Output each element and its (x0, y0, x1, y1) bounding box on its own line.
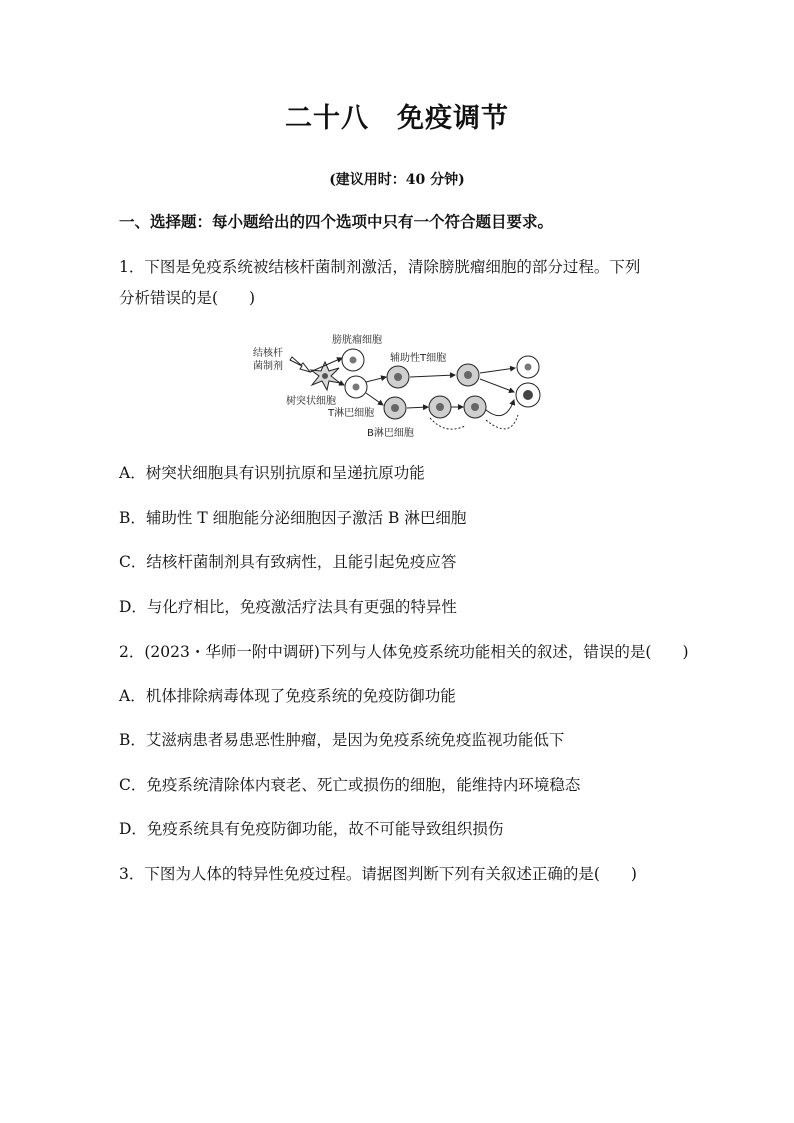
question-1-stem-line-1: 1．下图是免疫系统被结核杆菌制剂激活，清除膀胱瘤细胞的部分过程。下列 (119, 258, 641, 276)
figure-label-agent-1: 结核杆 (253, 348, 283, 359)
figure-label-helper-t: 辅助性T细胞 (390, 353, 447, 364)
figure-label-agent-2: 菌制剂 (253, 361, 283, 372)
figure-label-b-lymph: B淋巴细胞 (367, 428, 414, 439)
time-suggestion: (建议用时：40 分钟) (329, 172, 465, 188)
question-1-option-d: D．与化疗相比，免疫激活疗法具有更强的特异性 (119, 598, 457, 616)
question-1-stem-line-2: 分析错误的是( ) (119, 289, 256, 307)
section-heading: 一、选择题：每小题给出的四个选项中只有一个符合题目要求。 (119, 212, 554, 231)
question-1-option-a: A．树突状细胞具有识别抗原和呈递抗原功能 (119, 464, 425, 482)
figure-label-dendritic: 树突状细胞 (286, 396, 336, 407)
question-1-option-b: B．辅助性 T 细胞能分泌细胞因子激活 B 淋巴细胞 (119, 509, 467, 527)
question-3-stem: 3．下图为人体的特异性免疫过程。请据图判断下列有关叙述正确的是( ) (119, 865, 637, 883)
question-1-option-c: C．结核杆菌制剂具有致病性，且能引起免疫应答 (119, 553, 457, 571)
question-2-option-a: A．机体排除病毒体现了免疫系统的免疫防御功能 (119, 687, 456, 705)
question-2-option-d: D．免疫系统具有免疫防御功能，故不可能导致组织损伤 (119, 820, 504, 838)
figure-label-tumor: 膀胱瘤细胞 (332, 335, 382, 346)
figure-label-t-lymph: T淋巴细胞 (328, 408, 375, 419)
question-2-option-b: B．艾滋病患者易患恶性肿瘤，是因为免疫系统免疫监视功能低下 (119, 731, 565, 749)
question-2-stem: 2．(2023・华师一附中调研)下列与人体免疫系统功能相关的叙述，错误的是( ) (119, 643, 689, 661)
dendritic-cell-shape (311, 362, 340, 390)
agent-arrow (290, 357, 310, 372)
question-2-option-c: C．免疫系统清除体内衰老、死亡或损伤的细胞，能维持内环境稳态 (119, 776, 581, 794)
page-title: 二十八 免疫调节 (285, 103, 509, 134)
immune-process-diagram (250, 330, 550, 445)
